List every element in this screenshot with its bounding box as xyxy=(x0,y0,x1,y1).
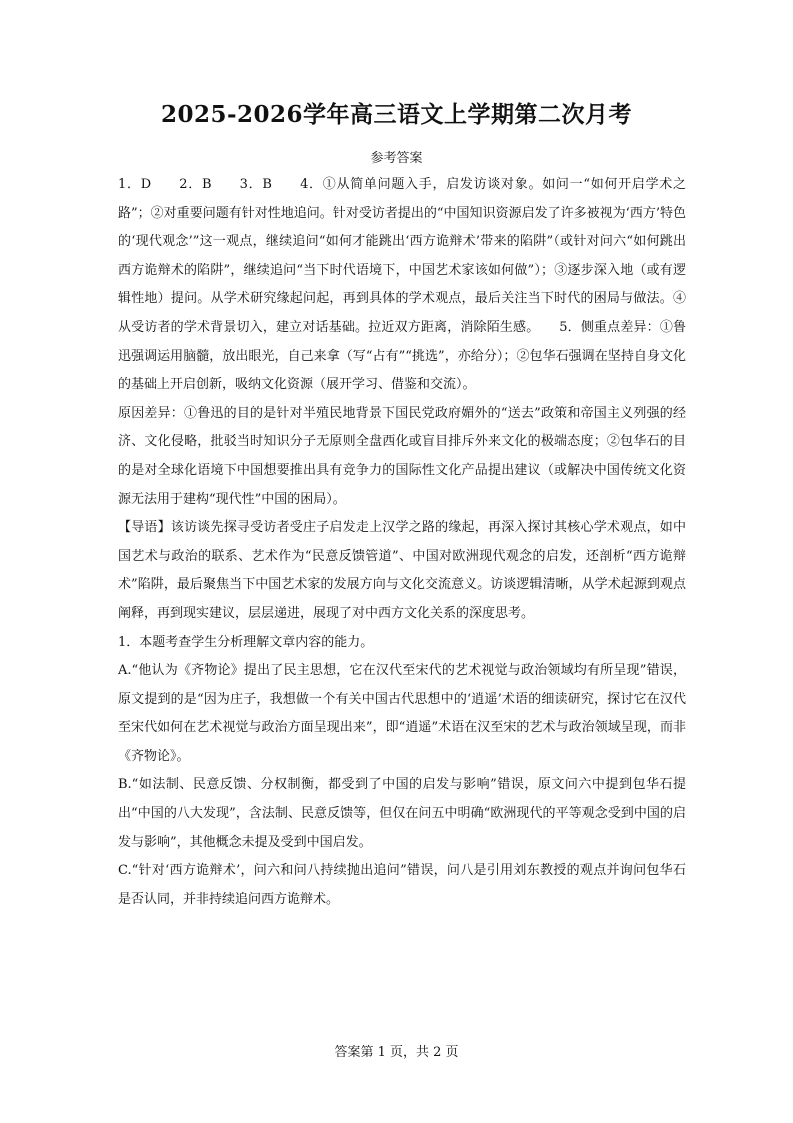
page-title: 2025-2026学年高三语文上学期第二次月考 xyxy=(160,101,633,128)
guide-paragraph: 【导语】该访谈先探寻受访者受庄子启发走上汉学之路的缘起，再深入探讨其核心学术观点，如中国艺术与政治的联系、艺术作为“民意反馈管道”、中国对欧洲现代观念的启发，还剖析“西方诡辩术”陷阱，最后聚焦当下中国艺术家的发展方向与文化交流意义。访谈逻辑清晰，从学术起源到观点阐释，再到现实建议，层层递进，展现了对中西方文化关系的深度思考。 xyxy=(118,520,686,621)
option-c-analysis: C.“针对‘西方诡辩术’，问六和问八持续抛出追问”错误，问八是引用刘东教授的观点并询问包华石是否认同，并非持续追问西方诡辩术。 xyxy=(118,863,686,907)
page-footer: 答案第 1 页，共 2 页 xyxy=(334,1045,459,1060)
question-1-intro: 1．本题考查学生分析理解文章内容的能力。 xyxy=(118,634,374,650)
option-a-analysis: A.“他认为《齐物论》提出了民主思想，它在汉代至宋代的艺术视觉与政治领域均有所呈现”错误，原文提到的是“因为庄子，我想做一个有关中国古代思想中的‘逍遥’术语的细读研究，探讨它在汉代至宋代如何在艺术视觉与政治方面呈现出来”，即“逍遥”术语在汉至宋的艺术与政治领域呈现，而非《齐物论》。 xyxy=(118,663,686,764)
answer-paragraph-1: 1．D 2．B 3．B 4．①从简单问题入手，启发访谈对象。如问一“如何开启学术之路”；②对重要问题有针对性地追问。针对受访者提出的“中国知识资源启发了许多被视为‘西方’特色的‘现代观念’”这一观点，继续追问“如何才能跳出‘西方诡辩术’带来的陷阱”（或针对问六“如何跳出西方诡辩术的陷阱”，继续追问“当下时代语境下，中国艺术家该如何做”）；③逐步深入地（或有逻辑性地）提问。从学术研究缘起问起，再到具体的学术观点，最后关注当下时代的困局与做法。④从受访者的学术背景切入，建立对话基础。拉近双方距离，消除陌生感。 5．侧重点差异：①鲁迅强调运用脑髓，放出眼光，自己来拿（写“占有”“挑选”，亦给分）；②包华石强调在坚持自身文化的基础上开启创新，吸纳文化资源（展开学习、借鉴和交流）。 xyxy=(118,177,686,393)
answer-paragraph-2: 原因差异：①鲁迅的目的是针对半殖民地背景下国民党政府媚外的“送去”政策和帝国主义列强的经济、文化侵略，批驳当时知识分子无原则全盘西化或盲目排斥外来文化的极端态度；②包华石的目的是对全球化语境下中国想要推出具有竞争力的国际性文化产品提出建议（或解决中国传统文化资源无法用于建构“现代性”中国的困局）。 xyxy=(118,405,686,507)
answer-body xyxy=(118,171,686,914)
page-subtitle: 参考答案 xyxy=(370,151,423,166)
option-b-analysis: B.“如法制、民意反馈、分权制衡，都受到了中国的启发与影响”错误，原文问六中提到包华石提出“中国的八大发现”，含法制、民意反馈等，但仅在问五中明确“欧洲现代的平等观念受到中国的启发与影响”，其他概念未提及受到中国启发。 xyxy=(118,777,686,850)
